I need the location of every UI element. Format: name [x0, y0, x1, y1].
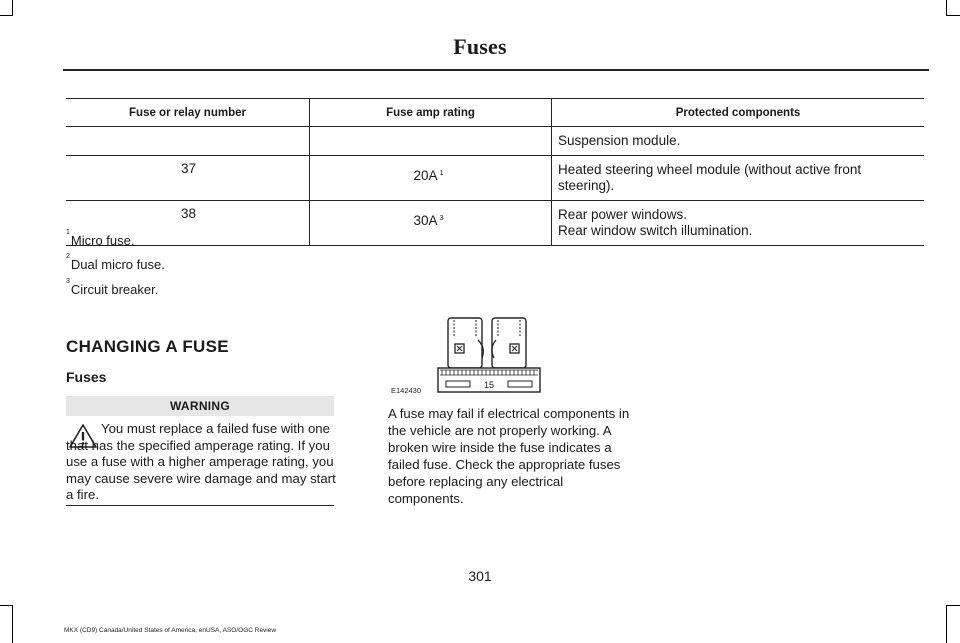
fuse-number-cell	[66, 127, 310, 156]
amp-rating-cell	[310, 156, 552, 201]
fuse-amp-label: 15	[483, 380, 495, 390]
components-cell	[552, 201, 925, 246]
fuse-number: 37	[180, 161, 197, 176]
page-title: Fuses	[453, 34, 507, 59]
component-line: Rear power windows.	[558, 207, 688, 222]
fuse-table	[66, 98, 924, 246]
column-header-fuse-number: Fuse or relay number	[66, 99, 310, 127]
amp-rating	[310, 127, 551, 145]
figure-code: E142430	[391, 386, 422, 395]
crop-mark-bottom-left-h	[0, 605, 13, 606]
footnote-text: Circuit breaker.	[70, 282, 159, 297]
table-row	[66, 201, 924, 246]
footnote	[66, 278, 159, 297]
page-number: 301	[468, 568, 492, 584]
footnote-text: Micro fuse.	[70, 233, 135, 248]
body-paragraph: A fuse may fail if electrical components in the vehicle are not properly working. A broken wire inside the fuse indicates a failed fuse. Check the appropriate fuses before replacing any electrical components.	[388, 406, 630, 506]
warning-message: You must replace a failed fuse with one that has the specified amperage rating. If you use a fuse with a higher amperage rating, you may cause severe wire damage and may start a fire.	[66, 421, 336, 502]
column-header-label: Protected components	[675, 106, 801, 119]
footnote	[66, 229, 135, 248]
fuse-number	[66, 127, 309, 138]
footnote-ref: 3	[439, 215, 444, 222]
component-line: Heated steering wheel module (without active front steering).	[558, 162, 862, 193]
warning-text	[66, 421, 338, 504]
amp-rating-cell	[310, 201, 552, 246]
footnote-mark: 1	[66, 229, 70, 236]
crop-mark-top-right-h	[946, 15, 960, 16]
subheading: Fuses	[66, 369, 107, 385]
header-rule	[63, 69, 929, 71]
footnote-mark: 3	[66, 278, 70, 285]
crop-mark-top-right-v	[946, 0, 947, 16]
fuse-number-cell	[66, 156, 310, 201]
footnote-mark: 2	[66, 253, 70, 260]
warning-rule	[66, 505, 334, 506]
table-row	[66, 156, 924, 201]
crop-mark-top-left-v	[12, 0, 13, 16]
fuse-number: 38	[180, 206, 197, 221]
footnote	[66, 253, 165, 272]
warning-label: WARNING	[66, 396, 334, 416]
fuse-illustration	[434, 312, 544, 396]
footnote-ref: 1	[439, 170, 444, 177]
table-header-row	[66, 99, 924, 127]
components-cell	[552, 127, 925, 156]
crop-mark-bottom-right-v	[946, 605, 947, 643]
component-line: Rear window switch illumination.	[558, 223, 753, 238]
components-cell	[552, 156, 925, 201]
column-header-amp-rating: Fuse amp rating	[310, 99, 552, 127]
component-line: Suspension module.	[558, 133, 681, 148]
footer-text: MKX (CD9) Canada/United States of America, enUSA, ASO/OGC Review	[64, 627, 277, 634]
amp-rating: 30A	[413, 213, 438, 228]
column-header-protected-components	[552, 99, 925, 127]
table-row	[66, 127, 924, 156]
footnote-text: Dual micro fuse.	[70, 257, 165, 272]
crop-mark-bottom-right-h	[946, 605, 960, 606]
crop-mark-bottom-left-v	[12, 605, 13, 643]
crop-mark-top-left-h	[0, 15, 13, 16]
amp-rating-cell	[310, 127, 552, 156]
amp-rating: 20A	[413, 168, 438, 183]
section-title: CHANGING A FUSE	[66, 337, 229, 356]
